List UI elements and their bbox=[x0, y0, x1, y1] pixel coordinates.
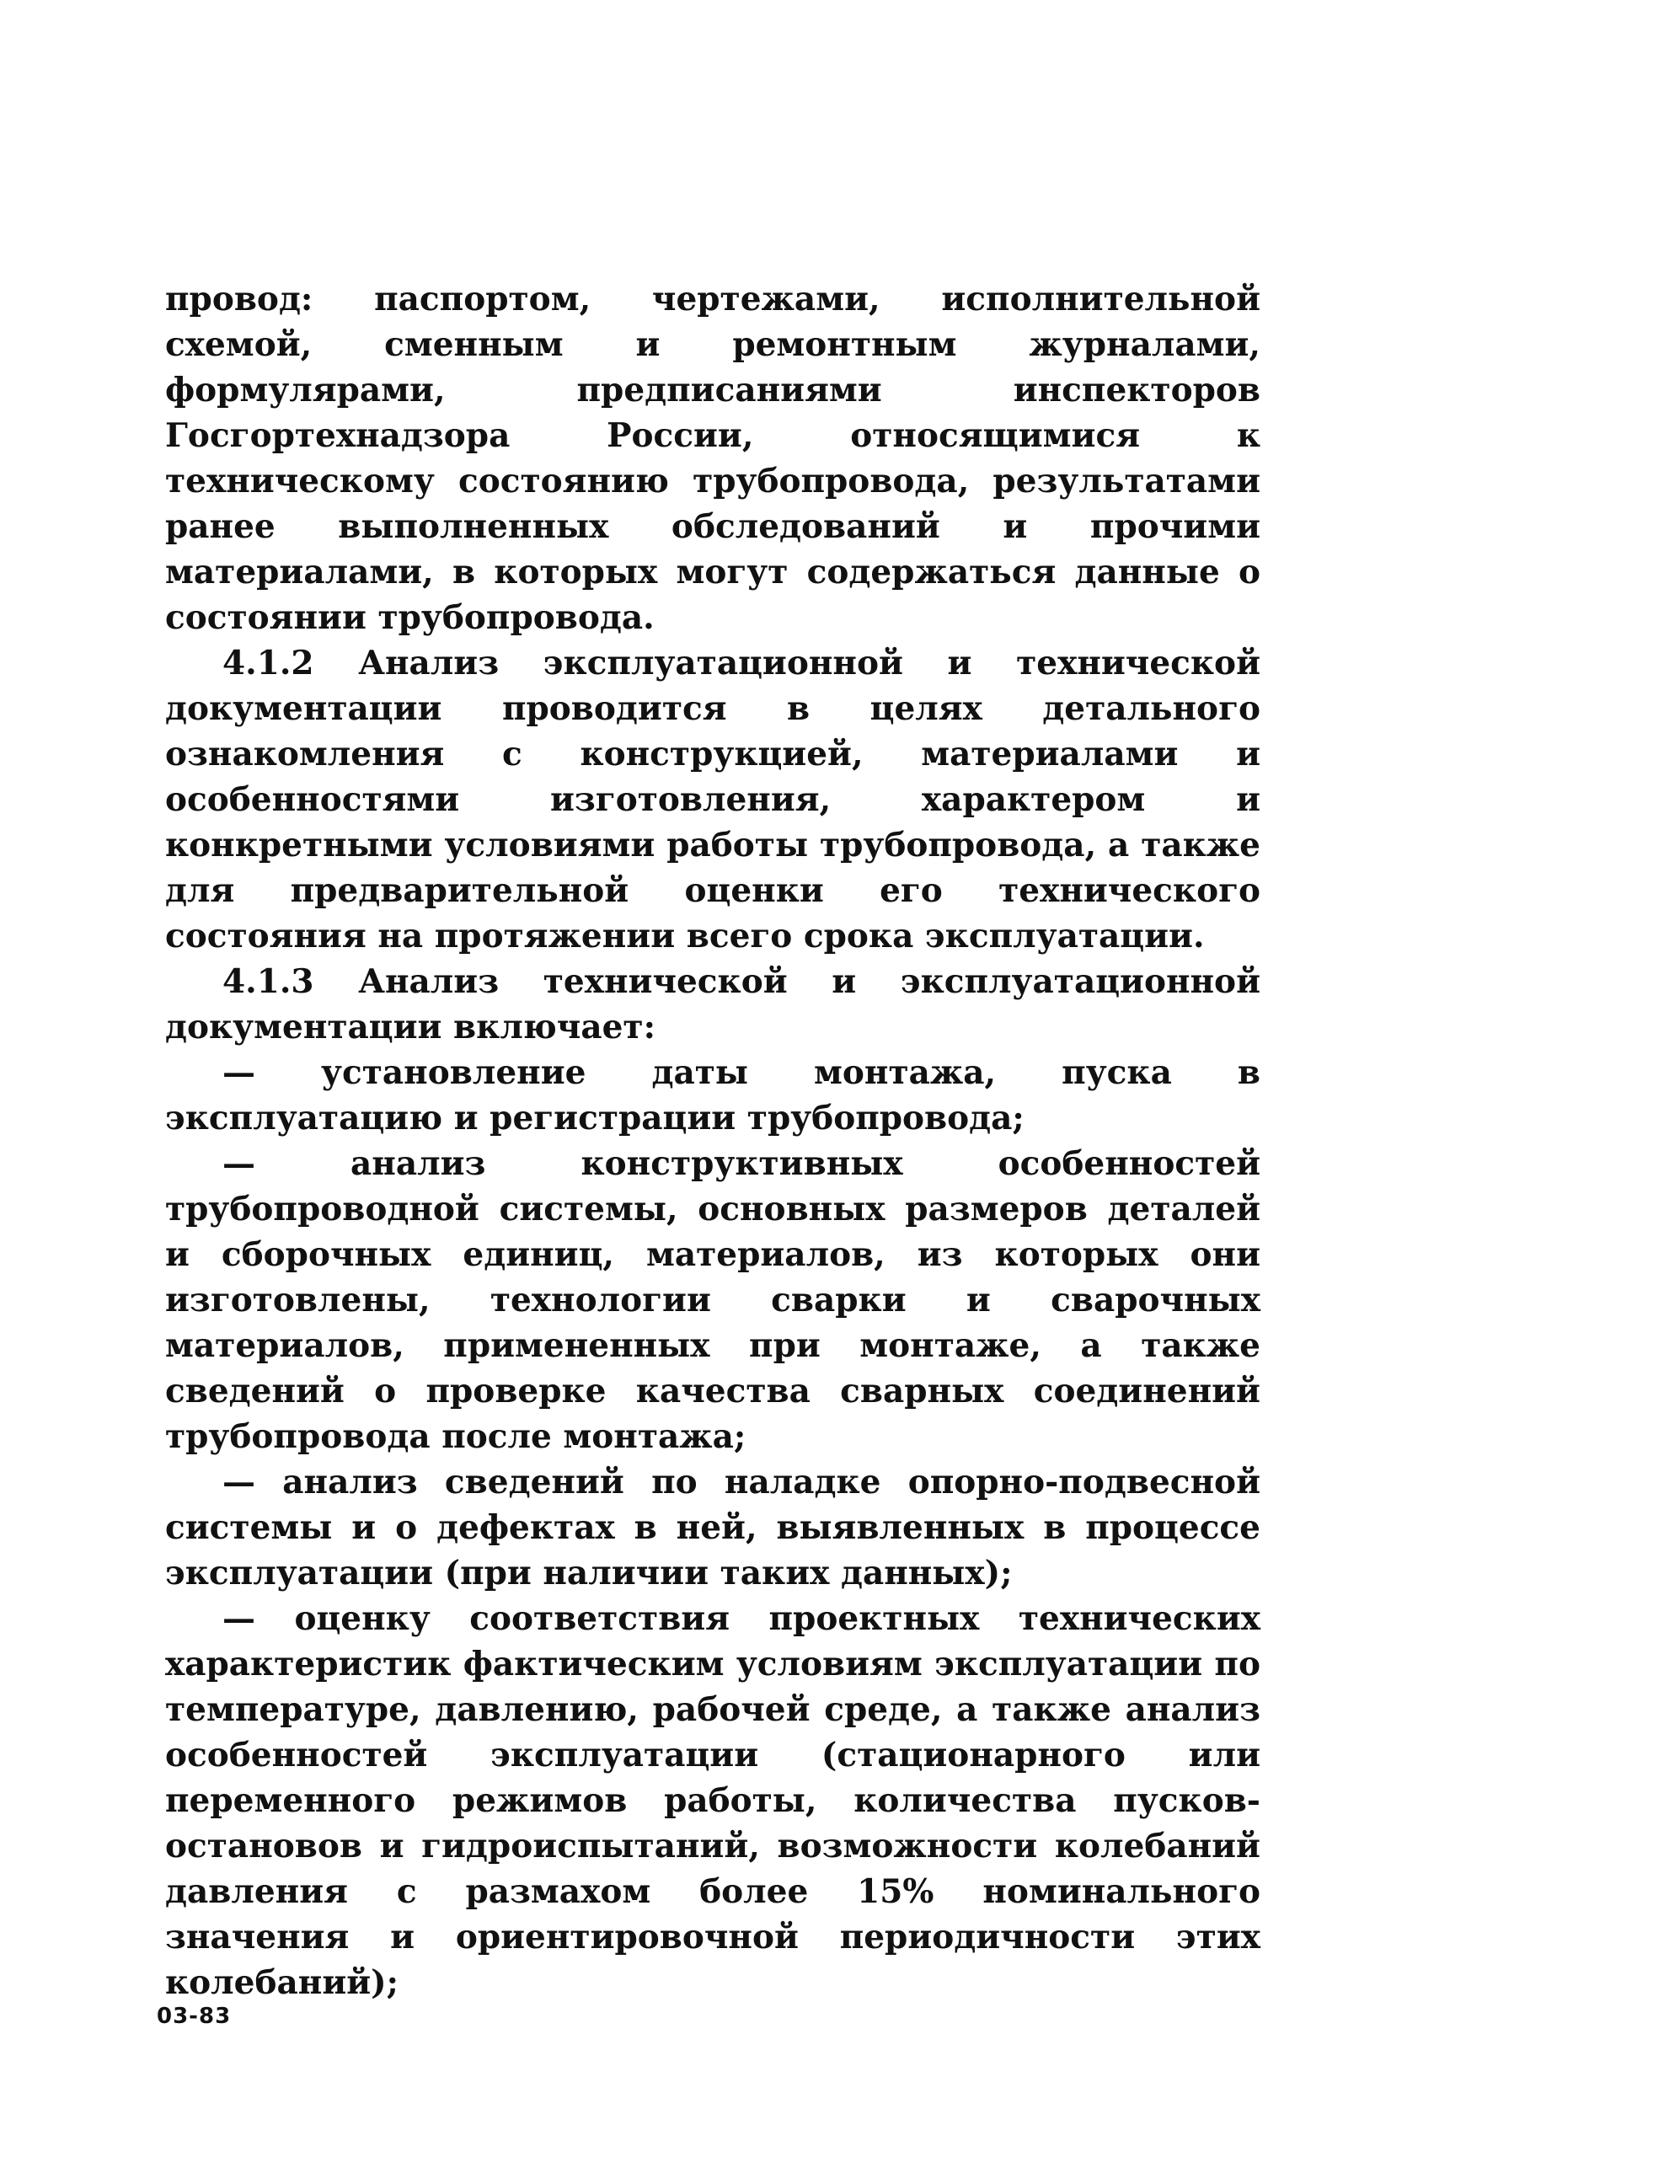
clause-number: 4.1.3 bbox=[222, 962, 314, 1001]
paragraph-text: Анализ технической и эксплуатационной документации включает: bbox=[165, 962, 1260, 1046]
paragraph-continuation bbox=[165, 276, 1260, 640]
list-item bbox=[165, 1459, 1260, 1596]
body-text bbox=[165, 276, 1260, 2005]
paragraph-text: провод: паспортом, чертежами, исполнительной схемой, сменным и ремонтным журналами, формулярами, предписаниями инспекторов Госгортехнадзора России, относящимися к техническому состоянию трубопровода, результатами ранее выполненных обследований и прочими материалами, в которых могут содержаться данные о состоянии трубопровода. bbox=[165, 280, 1260, 637]
list-item-text: — оценку соответствия проектных технических характеристик фактическим условиям эксплуатации по температуре, давлению, рабочей среде, а также анализ особенностей эксплуатации (стационарного или переменного режимов работы, количества пусков-остановов и гидроиспытаний, возможности колебаний давления с размахом более 15% номинального значения и ориентировочной периодичности этих колебаний); bbox=[165, 1599, 1260, 2002]
list-item bbox=[165, 1141, 1260, 1459]
list-item bbox=[165, 1596, 1260, 2005]
clause-4-1-2 bbox=[165, 640, 1260, 959]
clause-4-1-3 bbox=[165, 959, 1260, 1050]
list-item-text: — анализ сведений по наладке опорно-подвесной системы и о дефектах в ней, выявленных в процессе эксплуатации (при наличии таких данных); bbox=[165, 1463, 1260, 1592]
page-code: 03-83 bbox=[157, 2004, 232, 2029]
list-item bbox=[165, 1050, 1260, 1141]
clause-number: 4.1.2 bbox=[222, 644, 314, 682]
list-item-text: — установление даты монтажа, пуска в эксплуатацию и регистрации трубопровода; bbox=[165, 1053, 1260, 1138]
list-item-text: — анализ конструктивных особенностей трубопроводной системы, основных размеров деталей и сборочных единиц, материалов, из которых они изготовлены, технологии сварки и сварочных материалов, примененных при монтаже, а также сведений о проверке качества сварных соединений трубопровода после монтажа; bbox=[165, 1144, 1260, 1456]
paragraph-text: Анализ эксплуатационной и технической документации проводится в целях детального ознакомления с конструкцией, материалами и особенностями изготовления, характером и конкретными условиями работы трубопровода, а также для предварительной оценки его технического состояния на протяжении всего срока эксплуатации. bbox=[165, 644, 1260, 956]
